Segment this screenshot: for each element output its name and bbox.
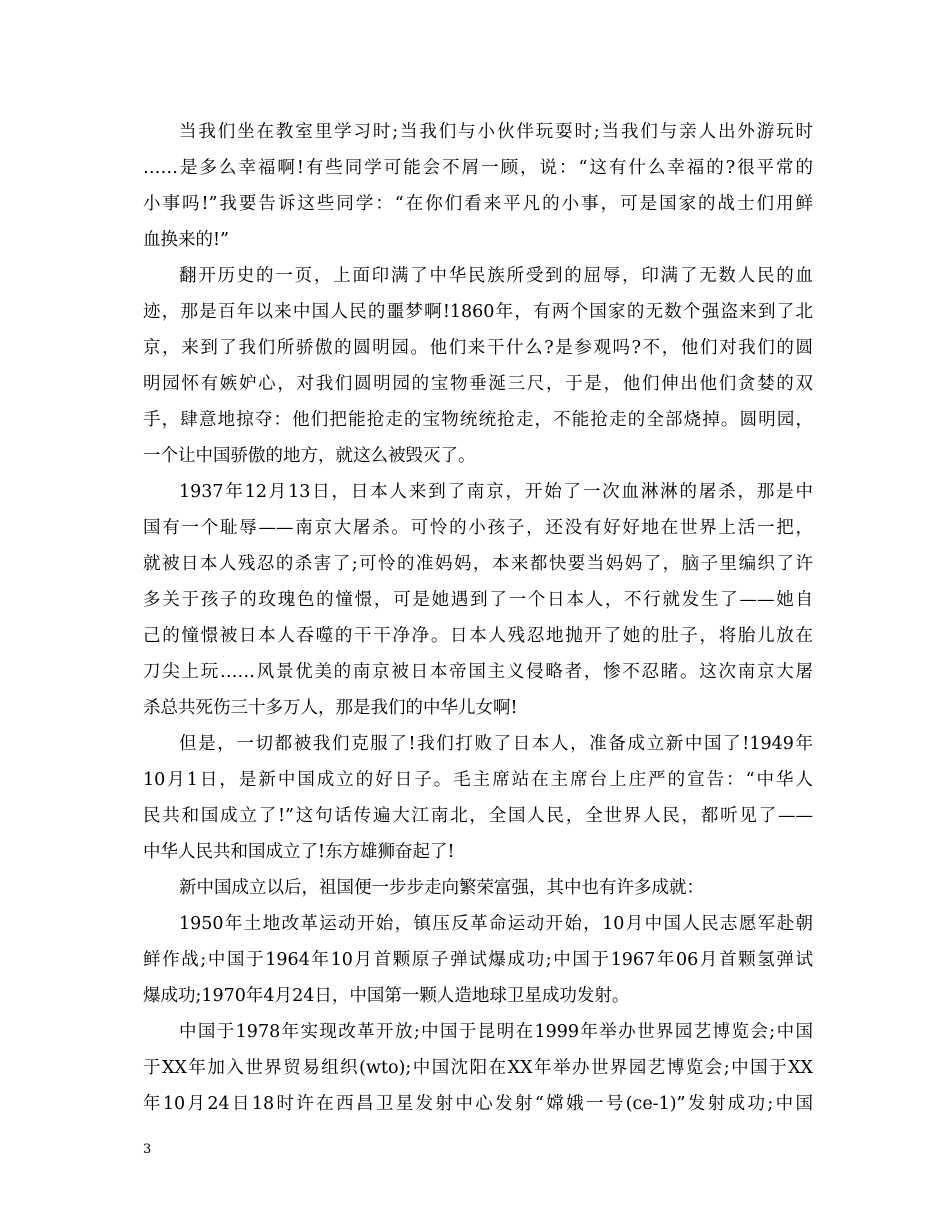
text-line: 就被日本人残忍的杀害了;可怜的准妈妈，本来都快要当妈妈了，脑子里编织了许 bbox=[143, 554, 813, 574]
text-line: 迹，那是百年以来中国人民的噩梦啊!1860年，有两个国家的无数个强盗来到了北 bbox=[143, 302, 813, 322]
text-line: 京，来到了我们所骄傲的圆明园。他们来干什么?是参观吗?不，他们对我们的圆 bbox=[143, 338, 813, 358]
text-line: 明园怀有嫉妒心，对我们圆明园的宝物垂涎三尺，于是，他们伸出他们贪婪的双 bbox=[143, 374, 813, 394]
text-line: 当我们坐在教室里学习时;当我们与小伙伴玩耍时;当我们与亲人出外游玩时 bbox=[179, 122, 813, 142]
text-line: 刀尖上玩……风景优美的南京被日本帝国主义侵略者，惨不忍睹。这次南京大屠 bbox=[143, 662, 813, 682]
text-line: 血换来的!” bbox=[143, 230, 229, 250]
text-line: 国有一个耻辱——南京大屠杀。可怜的小孩子，还没有好好地在世界上活一把， bbox=[143, 518, 813, 538]
text-line: 杀总共死伤三十多万人，那是我们的中华儿女啊! bbox=[143, 698, 518, 718]
page-number: 3 bbox=[143, 1142, 152, 1157]
text-line: 民共和国成立了!”这句话传遍大江南北，全国人民，全世界人民，都听见了—— bbox=[143, 806, 813, 826]
text-line: 小事吗!”我要告诉这些同学：“在你们看来平凡的小事，可是国家的战士们用鲜 bbox=[143, 194, 813, 214]
text-line: 一个让中国骄傲的地方，就这么被毁灭了。 bbox=[143, 446, 476, 466]
text-line: 多关于孩子的玫瑰色的憧憬，可是她遇到了一个日本人，不行就发生了——她自 bbox=[143, 590, 813, 610]
text-line: 于XX年加入世界贸易组织(wto);中国沈阳在XX年举办世界园艺博览会;中国于XX bbox=[143, 1058, 813, 1078]
text-line: 爆成功;1970年4月24日，中国第一颗人造地球卫星成功发射。 bbox=[143, 986, 630, 1006]
text-line: 10月1日，是新中国成立的好日子。毛主席站在主席台上庄严的宣告：“中华人 bbox=[143, 770, 813, 790]
text-line: 但是，一切都被我们克服了!我们打败了日本人，准备成立新中国了!1949年 bbox=[179, 734, 813, 754]
text-line: 新中国成立以后，祖国便一步步走向繁荣富强，其中也有许多成就： bbox=[179, 878, 704, 898]
text-line: 鲜作战;中国于1964年10月首颗原子弹试爆成功;中国于1967年06月首颗氢弹试 bbox=[143, 950, 813, 970]
text-line: 己的憧憬被日本人吞噬的干干净净。日本人残忍地抛开了她的肚子，将胎儿放在 bbox=[143, 626, 813, 646]
text-line: 中国于1978年实现改革开放;中国于昆明在1999年举办世界园艺博览会;中国 bbox=[179, 1022, 813, 1042]
text-line: 1950年土地改革运动开始，镇压反革命运动开始，10月中国人民志愿军赴朝 bbox=[179, 914, 813, 934]
text-line: 手，肆意地掠夺：他们把能抢走的宝物统统抢走，不能抢走的全部烧掉。圆明园， bbox=[143, 410, 813, 430]
text-line: 1937年12月13日，日本人来到了南京，开始了一次血淋淋的屠杀，那是中 bbox=[179, 482, 813, 502]
text-line: 中华人民共和国成立了!东方雄狮奋起了! bbox=[143, 842, 455, 862]
text-line: 年10月24日18时许在西昌卫星发射中心发射“嫦娥一号(ce-1)”发射成功;中国 bbox=[143, 1094, 813, 1114]
text-line: ……是多么幸福啊!有些同学可能会不屑一顾，说：“这有什么幸福的?很平常的 bbox=[143, 158, 813, 178]
text-line: 翻开历史的一页，上面印满了中华民族所受到的屈辱，印满了无数人民的血 bbox=[179, 266, 813, 286]
